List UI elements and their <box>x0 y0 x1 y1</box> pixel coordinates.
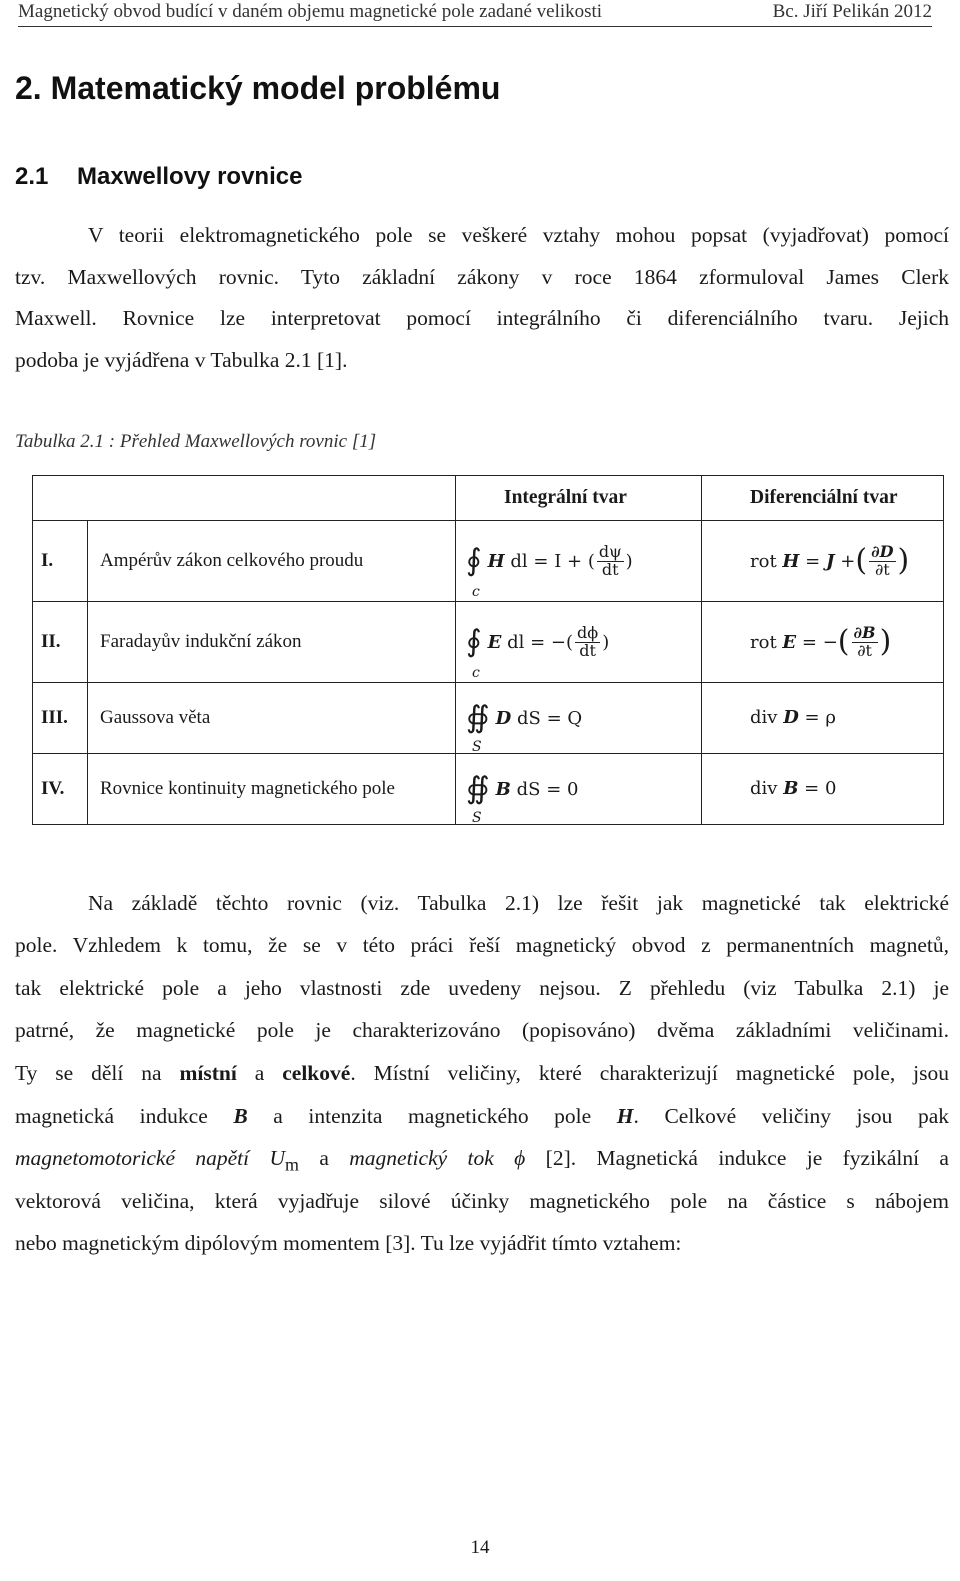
running-header <box>18 0 932 27</box>
differential-formula <box>712 778 836 799</box>
differential-form <box>702 754 944 825</box>
integral-formula <box>466 771 579 826</box>
text-run: a <box>236 1061 283 1085</box>
section-title: Maxwellovy rovnice <box>77 163 303 190</box>
math-field: D <box>783 707 799 728</box>
differential-formula <box>712 541 910 579</box>
contour-integral-symbol: ∮ <box>466 624 482 659</box>
header-integral: Integrální tvar <box>456 476 702 521</box>
subscript-m: m <box>285 1154 299 1175</box>
header-author: Bc. Jiří Pelikán 2012 <box>772 1 932 22</box>
contour-integral-symbol: ∮ <box>466 543 482 578</box>
math-field: D <box>495 707 512 729</box>
fraction-numerator: dψ <box>598 541 622 561</box>
math-text: = ρ <box>804 707 836 728</box>
differential-form <box>702 521 944 602</box>
chapter-title: 2. Matematický model problému <box>15 70 501 106</box>
math-operator: div <box>750 707 778 728</box>
math-field: B <box>783 778 799 799</box>
math-field: E <box>487 631 502 653</box>
body-line-5 <box>15 1061 949 1086</box>
body-line-2: pole. Vzhledem k tomu, že se v této práci řeší magnetický obvod z permanentních magnetů, <box>15 933 949 957</box>
integral-form <box>456 521 702 602</box>
math-field: B <box>495 778 511 800</box>
surface-integral-symbol: ∯ <box>466 700 490 735</box>
text-run: a <box>298 1146 350 1170</box>
law-name: Ampérův zákon celkového proudu <box>88 521 456 602</box>
maxwell-equations-table <box>32 475 944 825</box>
math-field: H <box>782 550 800 572</box>
math-text: dS = Q <box>517 707 583 729</box>
math-text: + <box>840 550 856 572</box>
fraction-denominator: ∂t <box>857 640 872 660</box>
fraction <box>597 541 624 579</box>
body-line-6 <box>15 1104 949 1129</box>
integral-formula <box>466 700 583 755</box>
body-line-3: tak elektrické pole a jeho vlastnosti zde uvedeny nejsou. Z přehledu (viz Tabulka 2.1) je <box>15 976 949 1000</box>
fraction-numerator: ∂D <box>871 541 894 561</box>
header-differential: Diferenciální tvar <box>702 476 944 521</box>
term-local: místní <box>179 1061 237 1085</box>
fraction-numerator: dϕ <box>577 622 599 642</box>
fraction-numerator: ∂B <box>853 622 876 642</box>
integral-form <box>456 683 702 754</box>
text-run: [2]. Magnetická indukce je fyzikální a <box>525 1146 949 1170</box>
paren-left: ( <box>855 543 868 578</box>
fraction-denominator: dt <box>579 640 596 660</box>
header-empty-cell <box>33 476 456 521</box>
table-header-row <box>33 476 944 521</box>
body-line-8: vektorová veličina, která vyjadřuje silové účinky magnetického pole na částice s nábojem <box>15 1189 949 1213</box>
math-operator: div <box>750 778 778 799</box>
intro-line-1: V teorii elektromagnetického pole se veškeré vztahy mohou popsat (vyjadřovat) pomocí <box>88 223 949 247</box>
table-caption: Tabulka 2.1 : Přehled Maxwellových rovnic [1] <box>15 431 377 452</box>
table-row <box>33 683 944 754</box>
surface-integral-symbol: ∯ <box>466 771 490 806</box>
law-name: Gaussova věta <box>88 683 456 754</box>
integral-formula <box>466 622 610 682</box>
math-text: = − <box>801 631 838 653</box>
integral-form <box>456 602 702 683</box>
symbol-b: B <box>233 1104 248 1128</box>
section-heading <box>15 163 302 191</box>
symbol-u: U <box>249 1146 286 1170</box>
text-run: Ty se dělí na <box>15 1061 180 1085</box>
intro-line-4: podoba je vyjádřena v Tabulka 2.1 [1]. <box>15 348 348 372</box>
math-text: dl = I + ( <box>510 550 595 572</box>
differential-form <box>702 602 944 683</box>
differential-form <box>702 683 944 754</box>
text-run: magnetická indukce <box>15 1104 234 1128</box>
math-field: J <box>826 550 835 572</box>
row-number: III. <box>33 683 88 754</box>
integral-subscript: S <box>472 739 482 755</box>
integral-subscript: S <box>472 810 482 826</box>
text-run: . Celkové veličiny jsou pak <box>633 1104 949 1128</box>
fraction <box>575 622 600 660</box>
integral-form <box>456 754 702 825</box>
math-operator: rot <box>750 631 777 653</box>
row-number: I. <box>33 521 88 602</box>
text-run: a intenzita magnetického pole <box>247 1104 617 1128</box>
symbol-phi: ϕ <box>493 1146 526 1170</box>
header-title: Magnetický obvod budící v daném objemu magnetické pole zadané velikosti <box>18 1 603 22</box>
term-mmf: magnetomotorické napětí <box>15 1146 250 1170</box>
fraction-denominator: ∂t <box>874 559 890 579</box>
symbol-h: H <box>616 1104 634 1128</box>
math-field: H <box>487 550 505 572</box>
math-text: = <box>805 550 821 572</box>
body-line-4: patrné, že magnetické pole je charakterizováno (popisováno) dvěma základními veličinami. <box>15 1018 949 1042</box>
body-line-9: nebo magnetickým dipólovým momentem [3]. Tu lze vyjádřit tímto vztahem: <box>15 1231 682 1255</box>
table-row <box>33 754 944 825</box>
intro-line-3: Maxwell. Rovnice lze interpretovat pomocí integrálního či diferenciálního tvaru. Jejich <box>15 306 949 330</box>
body-line-1: Na základě těchto rovnic (viz. Tabulka 2.1) lze řešit jak magnetické tak elektrické <box>88 891 949 915</box>
fraction <box>852 622 878 660</box>
term-flux: magnetický tok <box>349 1146 494 1170</box>
fraction-denominator: dt <box>601 559 619 579</box>
differential-formula <box>712 707 836 728</box>
paren-right: ) <box>897 543 910 578</box>
integral-subscript: c <box>472 665 480 682</box>
math-text: ) <box>602 631 610 653</box>
math-text: ) <box>625 550 633 572</box>
law-name: Rovnice kontinuity magnetického pole <box>88 754 456 825</box>
table-row <box>33 602 944 683</box>
math-field: E <box>782 631 797 653</box>
integral-formula <box>466 541 633 601</box>
fraction <box>869 541 895 579</box>
term-total: celkové <box>282 1061 351 1085</box>
intro-line-2: tzv. Maxwellových rovnic. Tyto základní zákony v roce 1864 zformuloval James Clerk <box>15 265 949 289</box>
text-run: . Místní veličiny, které charakterizují magnetické pole, jsou <box>350 1061 949 1085</box>
law-name: Faradayův indukční zákon <box>88 602 456 683</box>
math-text: = 0 <box>804 778 837 799</box>
math-text: dl = −( <box>507 631 574 653</box>
math-text: dS = 0 <box>516 778 579 800</box>
page-number: 14 <box>470 1537 490 1558</box>
table-row <box>33 521 944 602</box>
differential-formula <box>712 622 892 660</box>
paren-right: ) <box>879 624 892 659</box>
row-number: II. <box>33 602 88 683</box>
body-line-7 <box>15 1146 949 1175</box>
row-number: IV. <box>33 754 88 825</box>
integral-subscript: c <box>472 584 480 601</box>
math-operator: rot <box>750 550 777 572</box>
section-number: 2.1 <box>15 163 49 190</box>
paren-left: ( <box>837 624 850 659</box>
